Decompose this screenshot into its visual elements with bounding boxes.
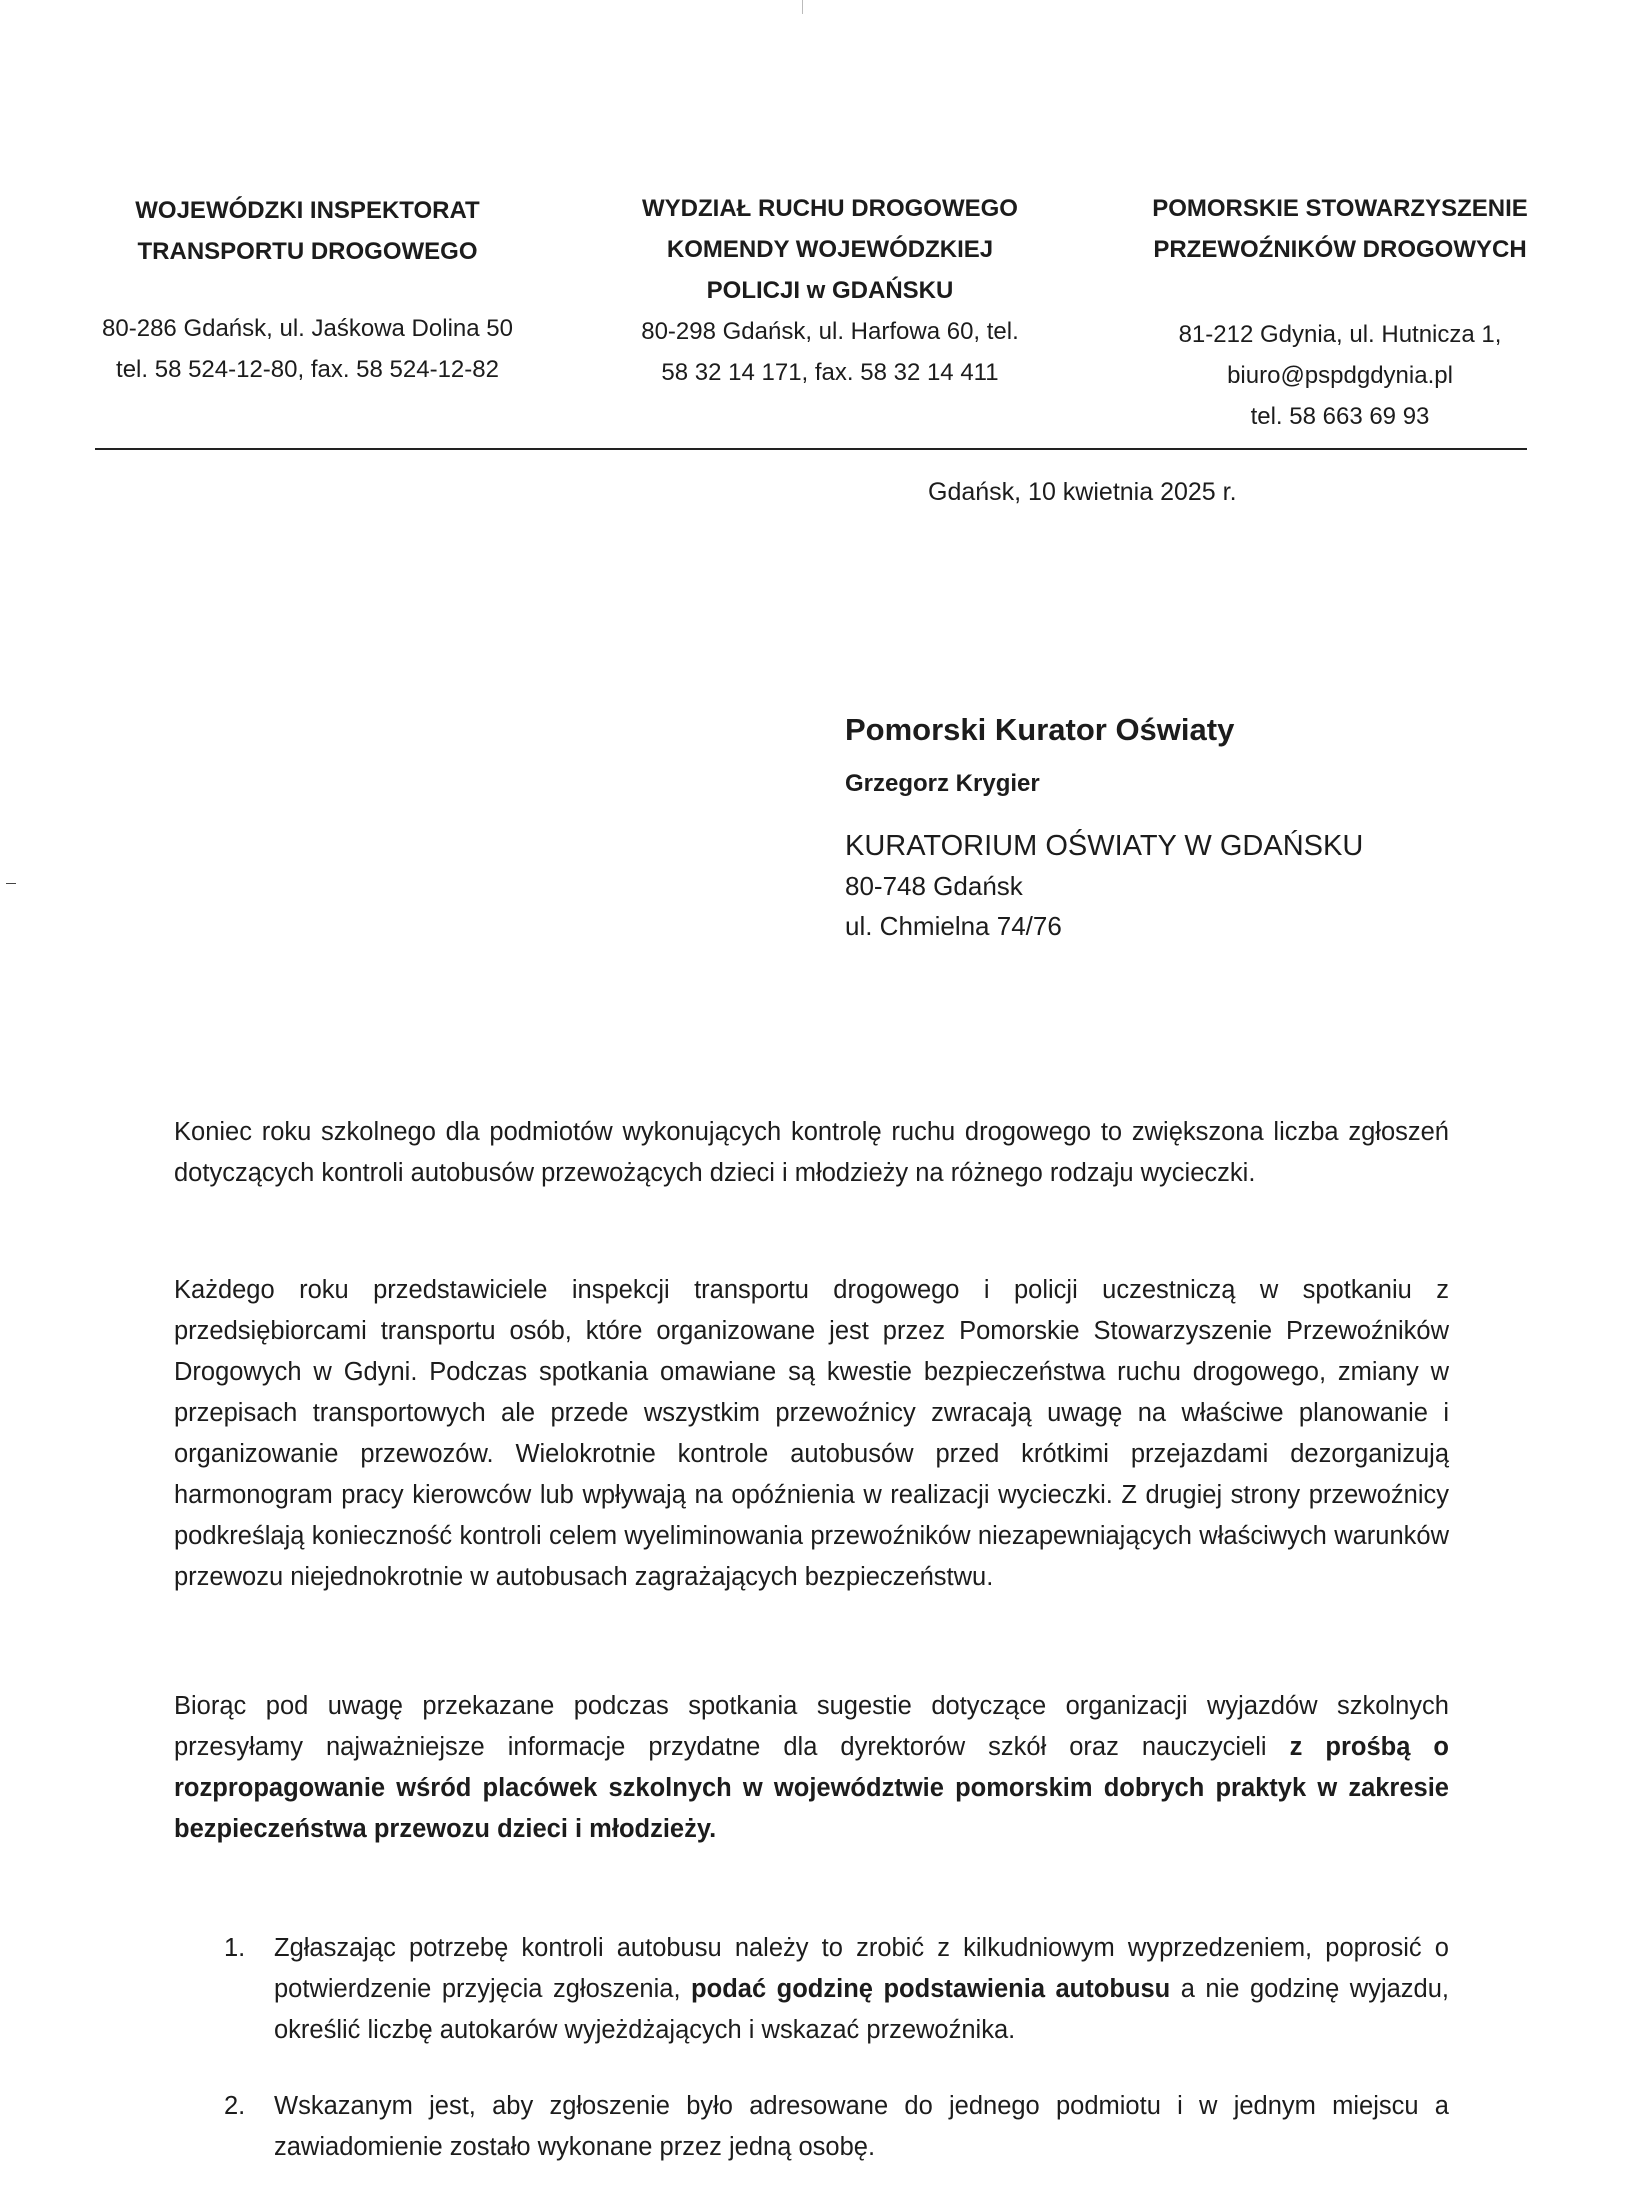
- org-address: [1120, 314, 1560, 437]
- list-item: [174, 2086, 1449, 2168]
- org-address: [80, 308, 535, 390]
- recipient-person: Grzegorz Krygier: [845, 770, 1040, 797]
- list-item: [174, 1928, 1449, 2051]
- paragraph-text-normal: Biorąc pod uwagę przekazane podczas spotkania sugestie dotyczące organizacji wyjazdów szkolnych przesyłamy najważniejsze informacje przydatne dla dyrektorów szkół oraz nauczycieli: [174, 1692, 1449, 1761]
- list-item-number: 1.: [224, 1934, 246, 1962]
- header-col-police: [600, 188, 1060, 393]
- list-item-text: a nie godzinę wyjazdu, określić liczbę autokarów wyjeżdżających i wskazać przewoźnika.: [274, 1975, 1450, 2044]
- paragraph-text: Koniec roku szkolnego dla podmiotów wykonujących kontrolę ruchu drogowego to zwiększona liczba zgłoszeń dotyczących kontroli autobusów przewożących dzieci i młodzieży na różnego rodzaju wycieczki.: [174, 1118, 1449, 1187]
- org-name: [80, 190, 535, 272]
- org-name-line: POMORSKIE STOWARZYSZENIE: [1152, 195, 1528, 222]
- list-item-text: Wskazanym jest, aby zgłoszenie było adresowane do jednego podmiotu i w jednym miejscu a zawiadomienie zostało wykonane przez jedną osobę.: [274, 2092, 1449, 2161]
- recipient-city: 80-748 Gdańsk: [845, 871, 1023, 901]
- letter-date: Gdańsk, 10 kwietnia 2025 r.: [928, 478, 1237, 506]
- list-item-number: 2.: [224, 2092, 246, 2120]
- org-address-line: tel. 58 663 69 93: [1250, 403, 1430, 430]
- recipient-institution: KURATORIUM OŚWIATY W GDAŃSKU: [845, 830, 1364, 862]
- scan-mark: [6, 883, 16, 884]
- org-name-line: TRANSPORTU DROGOWEGO: [137, 238, 478, 265]
- paragraph-text-bold: z prośbą o rozpropagowanie wśród placówek szkolnych w województwie pomorskim dobrych praktyk w zakresie bezpieczeństwa przewozu dzieci i młodzieży.: [174, 1733, 1449, 1843]
- org-name-line: PRZEWOŹNIKÓW DROGOWYCH: [1153, 236, 1527, 263]
- recipient-street: ul. Chmielna 74/76: [845, 911, 1062, 941]
- org-name-line: KOMENDY WOJEWÓDZKIEJ: [666, 236, 994, 263]
- org-name-line: WYDZIAŁ RUCHU DROGOWEGO: [642, 195, 1018, 222]
- org-address-line: 80-286 Gdańsk, ul. Jaśkowa Dolina 50: [102, 315, 513, 342]
- org-address-line: tel. 58 524-12-80, fax. 58 524-12-82: [116, 356, 499, 383]
- org-address-line: 80-298 Gdańsk, ul. Harfowa 60, tel.: [641, 318, 1019, 345]
- org-name-line: WOJEWÓDZKI INSPEKTORAT: [135, 197, 480, 224]
- header-col-pspd: [1120, 188, 1560, 437]
- recipient-block: [845, 710, 1363, 946]
- recipient-title: Pomorski Kurator Oświaty: [845, 712, 1235, 747]
- org-address-line: 81-212 Gdynia, ul. Hutnicza 1,: [1178, 321, 1502, 348]
- scan-mark: [802, 0, 803, 14]
- org-email: biuro@pspdgdynia.pl: [1227, 362, 1453, 389]
- org-address-line: 58 32 14 171, fax. 58 32 14 411: [661, 359, 999, 386]
- list-item-text-bold: podać godzinę podstawienia autobusu: [691, 1975, 1171, 2003]
- paragraph-text: Każdego roku przedstawiciele inspekcji transportu drogowego i policji uczestniczą w spotkaniu z przedsiębiorcami transportu osób, które organizowane jest przez Pomorskie Stowarzyszenie Przewoźników Drogowych w Gdyni. Podczas spotkania omawiane są kwestie bezpieczeństwa ruchu drogowego, zmiany w przepisach transportowych ale przede wszystkim przewoźnicy zwracają uwagę na właściwe planowanie i organizowanie przewozów. Wielokrotnie kontrole autobusów przed krótkimi przejazdami dezorganizują harmonogram pracy kierowców lub wpływają na opóźnienia w realizacji wycieczki. Z drugiej strony przewoźnicy podkreślają konieczność kontroli celem wyeliminowania przewoźników niezapewniających właściwych warunków przewozu niejednokrotnie w autobusach zagrażających bezpieczeństwu.: [174, 1276, 1449, 1591]
- org-name-line: POLICJI w GDAŃSKU: [706, 277, 954, 304]
- org-address: [600, 311, 1060, 393]
- body-paragraph: [174, 1112, 1449, 1229]
- header-divider: [95, 448, 1527, 450]
- org-name: [1120, 188, 1560, 270]
- paragraph-text: [174, 1686, 1449, 1850]
- guidelines-list: [174, 1928, 1449, 2203]
- body-paragraph: [174, 1686, 1449, 1885]
- header-col-witd: [80, 190, 535, 390]
- org-name: [600, 188, 1060, 311]
- list-item-text: Zgłaszając potrzebę kontroli autobusu należy to zrobić z kilkudniowym wyprzedzeniem, poprosić o potwierdzenie przyjęcia zgłoszenia,: [274, 1934, 1449, 2003]
- body-paragraph: [174, 1270, 1449, 1633]
